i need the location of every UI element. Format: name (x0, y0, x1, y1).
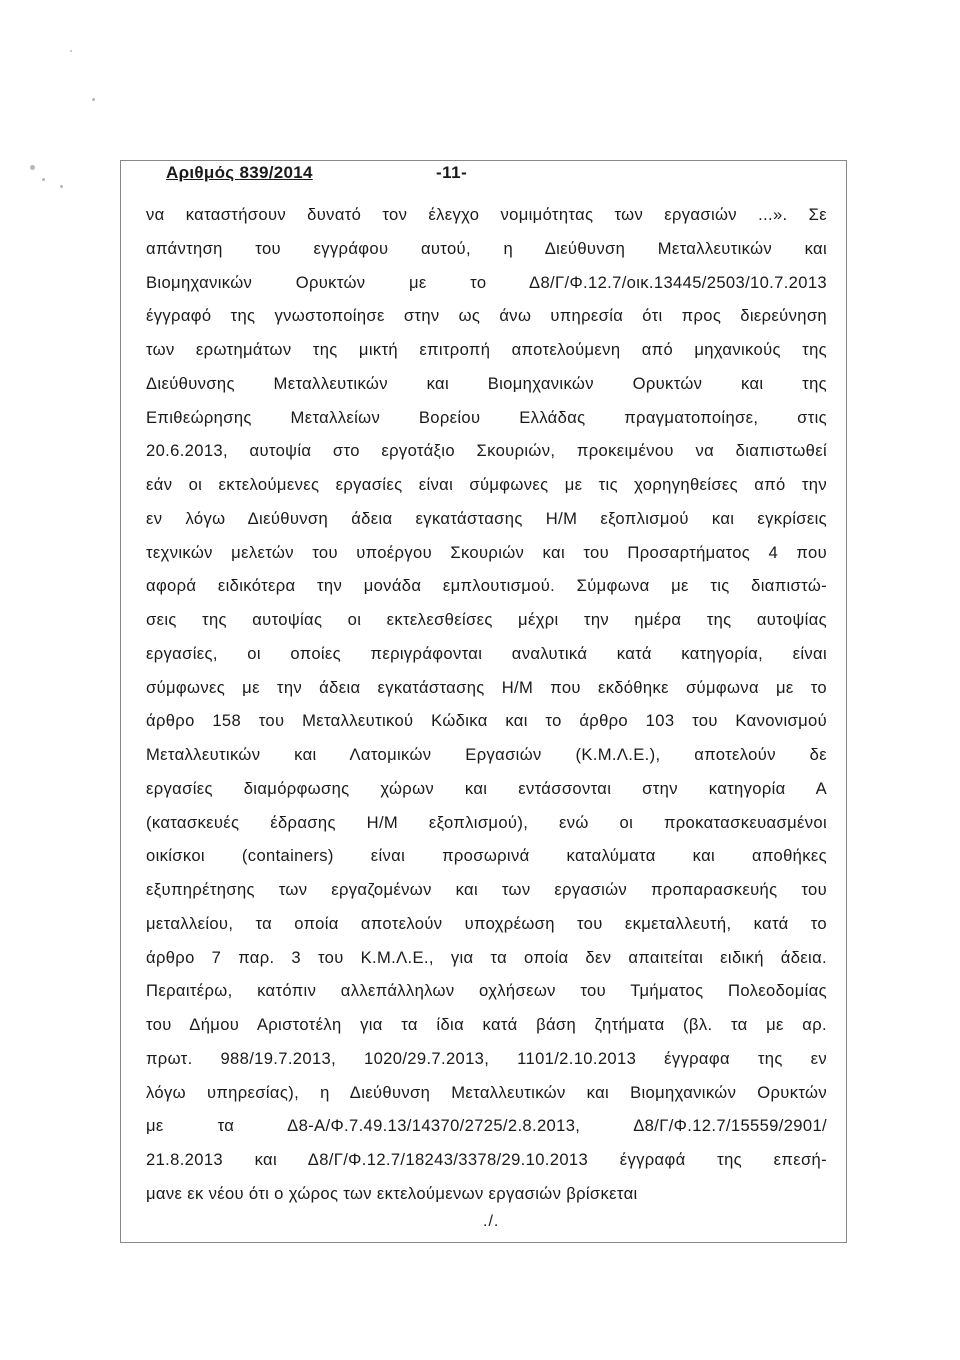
scan-speck (42, 178, 45, 181)
continuation-mark: ./. (483, 1213, 500, 1230)
body-line: Μεταλλευτικών και Λατομικών Εργασιών (Κ.Μ.Λ.Ε.), αποτελούν δε (146, 745, 827, 764)
body-line: άρθρο 158 του Μεταλλευτικού Κώδικα και το άρθρο 103 του Κανονισμού (146, 711, 827, 730)
body-line: έγγραφό της γνωστοποίησε στην ως άνω υπηρεσία ότι προς διερεύνηση (146, 306, 827, 325)
scan-speck (60, 185, 63, 188)
scan-speck (92, 98, 95, 101)
body-line: εργασίες, οι οποίες περιγράφονται αναλυτικά κατά κατηγορία, είναι (146, 644, 827, 663)
page-number: -11- (436, 163, 468, 182)
body-line: 21.8.2013 και Δ8/Γ/Φ.12.7/18243/3378/29.10.2013 έγγραφά της επεσή- (146, 1150, 827, 1169)
body-line: (κατασκευές έδρασης Η/Μ εξοπλισμού), ενώ οι προκατασκευασμένοι (146, 813, 827, 832)
body-line: Βιομηχανικών Ορυκτών με το Δ8/Γ/Φ.12.7/οικ.13445/2503/10.7.2013 (146, 273, 827, 292)
body-line: εν λόγω Διεύθυνση άδεια εγκατάστασης Η/Μ εξοπλισμού και εγκρίσεις (146, 509, 827, 528)
body-line: 20.6.2013, αυτοψία στο εργοτάξιο Σκουριών, προκειμένου να διαπιστωθεί (146, 441, 827, 460)
body-line: των ερωτημάτων της μικτή επιτροπή αποτελούμενη από μηχανικούς της (146, 340, 827, 359)
body-line: οικίσκοι (containers) είναι προσωρινά καταλύματα και αποθήκες (146, 846, 827, 865)
body-line: μανε εκ νέου ότι ο χώρος των εκτελούμενων εργασιών βρίσκεται (146, 1184, 638, 1203)
body-line: άρθρο 7 παρ. 3 του Κ.Μ.Λ.Ε., για τα οποία δεν απαιτείται ειδική άδεια. (146, 948, 827, 967)
scan-speck (30, 165, 35, 170)
body-line: λόγω υπηρεσίας), η Διεύθυνση Μεταλλευτικών και Βιομηχανικών Ορυκτών (146, 1083, 827, 1102)
decision-number: Αριθμός 839/2014 (166, 163, 313, 182)
body-line: σεις της αυτοψίας οι εκτελεσθείσες μέχρι την ημέρα της αυτοψίας (146, 610, 827, 629)
body-line: πρωτ. 988/19.7.2013, 1020/29.7.2013, 1101/2.10.2013 έγγραφα της εν (146, 1049, 827, 1068)
body-line: εξυπηρέτησης των εργαζομένων και των εργασιών προπαρασκευής του (146, 880, 827, 899)
body-line: του Δήμου Αριστοτέλη για τα ίδια κατά βάση ζητήματα (βλ. τα με αρ. (146, 1015, 827, 1034)
body-line: εργασίες διαμόρφωσης χώρων και εντάσσονται στην κατηγορία Α (146, 779, 827, 798)
scan-speck (70, 50, 72, 52)
body-line: απάντηση του εγγράφου αυτού, η Διεύθυνση Μεταλλευτικών και (146, 239, 827, 258)
body-line: τεχνικών μελετών του υποέργου Σκουριών και του Προσαρτήματος 4 που (146, 543, 827, 562)
body-line: αφορά ειδικότερα την μονάδα εμπλουτισμού. Σύμφωνα με τις διαπιστώ- (146, 576, 827, 595)
body-line: Επιθεώρησης Μεταλλείων Βορείου Ελλάδας πραγματοποίησε, στις (146, 408, 827, 427)
body-line: να καταστήσουν δυνατό τον έλεγχο νομιμότητας των εργασιών ...». Σε (146, 205, 827, 224)
body-line: Διεύθυνσης Μεταλλευτικών και Βιομηχανικών Ορυκτών και της (146, 374, 827, 393)
body-line: εάν οι εκτελούμενες εργασίες είναι σύμφωνες με τις χορηγηθείσες από την (146, 475, 827, 494)
body-line: μεταλλείου, τα οποία αποτελούν υποχρέωση του εκμεταλλευτή, κατά το (146, 914, 827, 933)
body-line: με τα Δ8-Α/Φ.7.49.13/14370/2725/2.8.2013, Δ8/Γ/Φ.12.7/15559/2901/ (146, 1116, 827, 1135)
body-line: Περαιτέρω, κατόπιν αλλεπάλληλων οχλήσεων του Τμήματος Πολεοδομίας (146, 981, 827, 1000)
body-line: σύμφωνες με την άδεια εγκατάστασης Η/Μ που εκδόθηκε σύμφωνα με το (146, 678, 827, 697)
